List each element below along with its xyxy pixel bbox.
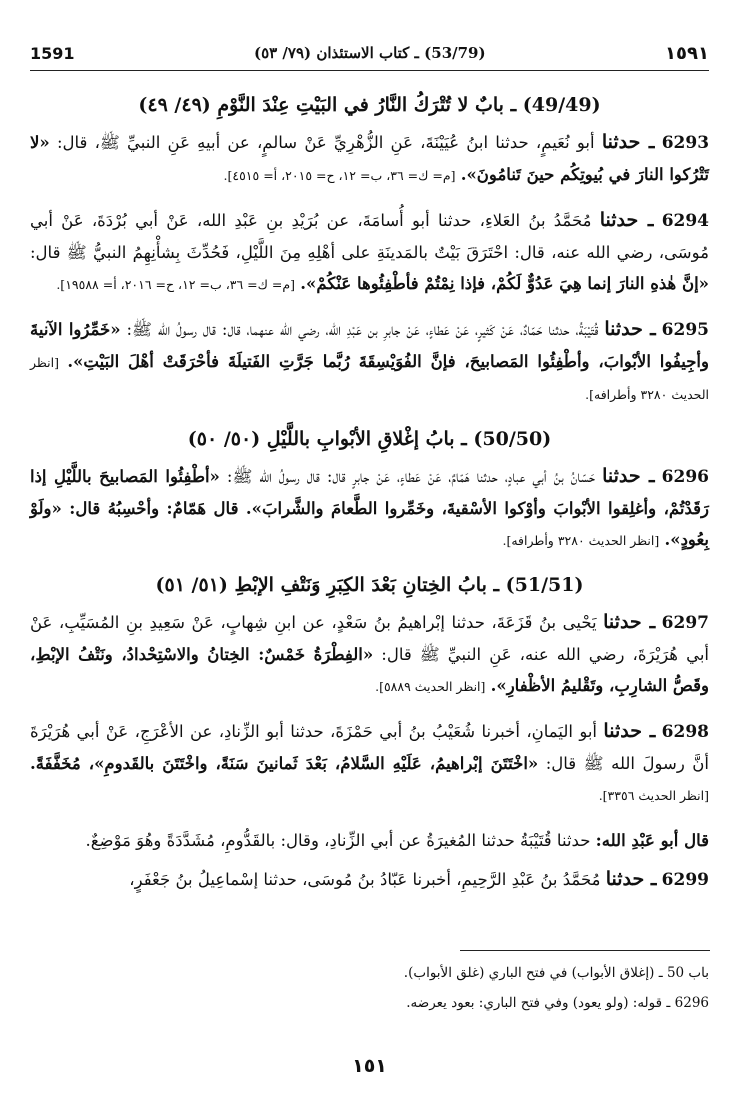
hadith-matn: «لا تَتْرُكوا النارَ في بُيوتِكُم حينَ تَنامُونَ».	[30, 133, 709, 184]
hadith-6299	[30, 864, 709, 896]
hadith-number: 6293	[661, 133, 710, 153]
hadith-6296	[30, 461, 709, 556]
hadith-reference: [م= ك= ٣٦، ب= ١٢، ح= ٢٠١٦، أ= ١٩٥٨٨].	[56, 277, 296, 292]
chapter-number: (50/50)	[473, 428, 552, 450]
note-text: حدثنا قُتَيْبَةُ حدثنا المُغيرَةُ عن أبي الزِّنادِ، وقال: بالقَدُّومِ، مُشَدَّدَةً وهُوَ مَوْضِعٌ.	[85, 831, 591, 850]
hadith-matn: «خَمِّرُوا الآنيةَ وأجِيفُوا الأبْوابَ، وأطْفِئُوا المَصابيحَ، فإنَّ الفُوَيْسِقَةَ رُبَّما جَرَّتِ الفَتيلَةَ فأحْرَقَتْ أهْلَ البَيْتِ».	[30, 320, 709, 371]
hadith-number: 6297	[661, 613, 709, 633]
page-number-bottom: ١٥١	[352, 1055, 387, 1077]
hadith-reference: [انظر الحديث ٣٢٨٠ وأطرافه].	[30, 355, 709, 402]
chapter-heading	[30, 424, 709, 455]
hadith-number: 6294	[661, 211, 710, 231]
hadith-reference: [انظر الحديث ٣٣٥٦].	[598, 788, 709, 803]
hadith-lead: ـ حدثنا	[603, 611, 656, 633]
footnote: باب 50 ـ (إغلاق الأبواب) في فتح الباري (غلق الأبواب).	[403, 965, 709, 981]
hadith-isnad: أبو اليَمانِ، أخبرنا شُعَيْبُ بنُ أبي حَمْزَةَ، حدثنا أبو الزِّنادِ، عن الأعْرَجِ، عَنْ أبي هُرَيْرَةَ أنَّ رسولَ الله ﷺ قال:	[30, 722, 709, 773]
note-lead: قال أبو عَبْدِ الله:	[595, 831, 709, 850]
hadith-lead: ـ حدثنا	[599, 209, 654, 231]
hadith-number: 6296	[661, 467, 709, 487]
main-text	[30, 88, 709, 910]
page-header	[30, 36, 709, 71]
hadith-lead: ـ حدثنا	[605, 868, 657, 890]
hadith-lead: ـ حدثنا	[602, 465, 655, 487]
hadith-6295	[30, 314, 709, 410]
hadith-6293	[30, 127, 709, 191]
hadith-isnad: أبو نُعَيمٍ، حدثنا ابنُ عُيَيْنَةَ، عَنِ الزُّهْرِيِّ عَنْ سالمٍ، عن أبيهِ عَنِ النبيِّ ﷺ، قال:	[56, 133, 595, 152]
chapter-title: ـ بابٌ لا تُتْرَكُ النَّارُ في البَيْتِ عِنْدَ النَّوْمِ (٤٩/ ٤٩)	[138, 94, 517, 116]
hadith-isnad: يَحْيى بنُ قَزَعَةَ، حدثنا إبْراهيمُ بنُ سَعْدٍ، عن ابنِ شِهابٍ، عَنْ سَعِيدِ بنِ المُسَيِّبِ، عَنْ أبي هُرَيْرَةَ، رضي الله عنه، عَنِ النبيِّ ﷺ قال:	[30, 613, 709, 664]
hadith-isnad: قُتَيْبَةُ، حدثنا حَمّادٌ، عَنْ كَثيرٍ، عَنْ عَطاءٍ، عَنْ جابرِ بن عَبْدِ الله، رضي الله عنهما، قال: قال رسولُ الله ﷺ:	[126, 320, 599, 339]
running-title: (53/79) ـ كتاب الاستئذان (٧٩/ ٥٣)	[253, 44, 486, 62]
hadith-matn: «إنَّ هٰذهِ النارَ إنما هِيَ عَدُوٌّ لَكُمْ، فإذا نِمْتُمْ فأطْفِئُوها عَنْكُمْ».	[300, 274, 709, 293]
hadith-reference: [انظر الحديث ٥٨٨٩].	[375, 679, 486, 694]
hadith-matn: «الفِطْرَةُ خَمْسٌ: الخِتانُ والاسْتِحْدادُ، ونَتْفُ الإبْطِ، وقَصُّ الشارِبِ، وتَقْليمُ الأظْفارِ».	[30, 645, 709, 695]
hadith-isnad: مُحَمَّدُ بنُ العَلاءِ، حدثنا أبو أُسامَةَ، عن بُرَيْدِ بنِ عَبْدِ الله، عَنْ أبي بُرْدَةَ، عَنْ أبي مُوسَى، رضي الله عنه، قال: احْتَرَقَ بَيْتٌ بالمَدينَةِ على أهْلِهِ مِنَ اللَّيْلِ، فَحُدِّثَ بِشأْنِهِمُ النبيُّ ﷺ قال:	[30, 211, 709, 262]
hadith-lead: ـ حدثنا	[601, 131, 655, 153]
hadith-reference: [م= ك= ٣٦، ب= ١٢، ح= ٢٠١٥، أ= ٤٥١٥].	[223, 168, 456, 183]
chapter-title: ـ بابُ إغْلاقِ الأبْوابِ باللَّيْلِ (٥٠/ ٥٠)	[187, 428, 467, 450]
page-number-arabic: ١٥٩١	[665, 42, 709, 64]
chapter-number: (51/51)	[505, 574, 584, 596]
chapter-title: ـ بابُ الخِتانِ بَعْدَ الكِبَرِ وَنَتْفِ الإبْطِ (٥١/ ٥١)	[155, 574, 500, 596]
chapter-number: (49/49)	[522, 94, 601, 116]
hadith-lead: ـ حدثنا	[604, 318, 656, 340]
hadith-isnad: حَسّانُ بنُ أبي عبادٍ، حدثنا هَمّامٌ، عَنْ عَطاءٍ، عَنْ جابرٍ قال: قال رسولُ الله ﷺ:	[226, 467, 596, 486]
hadith-isnad: مُحَمَّدُ بنُ عَبْدِ الرَّحِيمِ، أخبرنا عَبّادُ بنُ مُوسَى، حدثنا إسْماعِيلُ بنُ جَعْفَرٍ،	[129, 870, 601, 889]
page-number-latin: 1591	[30, 43, 75, 63]
hadith-matn: «أطْفِئُوا المَصابيحَ باللَّيْلِ إذا رَقَدْتُمْ، وأغلِقوا الأبْوابَ وأوْكوا الأسْقيةَ، وخَمِّروا الطَّعامَ والشَّرابَ». قال هَمّامٌ: وأحْسِبُهُ قال: «ولَوْ بِعُودٍ».	[30, 467, 709, 549]
hadith-reference: [انظر الحديث ٣٢٨٠ وأطرافه].	[502, 533, 660, 548]
chapter-heading	[30, 570, 709, 601]
hadith-6297	[30, 607, 709, 702]
footnote-divider	[460, 950, 710, 951]
hadith-6294	[30, 205, 709, 300]
hadith-6298	[30, 716, 709, 811]
footnotes	[30, 958, 709, 1018]
hadith-matn: «اخْتَتَنَ إبْراهيمُ، عَلَيْهِ السَّلامُ، بَعْدَ ثَمانينَ سَنَةً، واخْتَتَنَ بالقَدومِ»، مُخَفَّفَةً.	[30, 754, 539, 773]
hadith-lead: ـ حدثنا	[603, 720, 656, 742]
chapter-heading	[30, 90, 709, 121]
hadith-number: 6295	[661, 320, 709, 340]
hadith-number: 6298	[661, 722, 709, 742]
footnote: 6296 ـ قوله: (ولو يعود) وفي فتح الباري: بعود يعرضه.	[406, 995, 709, 1011]
hadith-number: 6299	[661, 870, 709, 890]
author-note	[30, 825, 709, 856]
